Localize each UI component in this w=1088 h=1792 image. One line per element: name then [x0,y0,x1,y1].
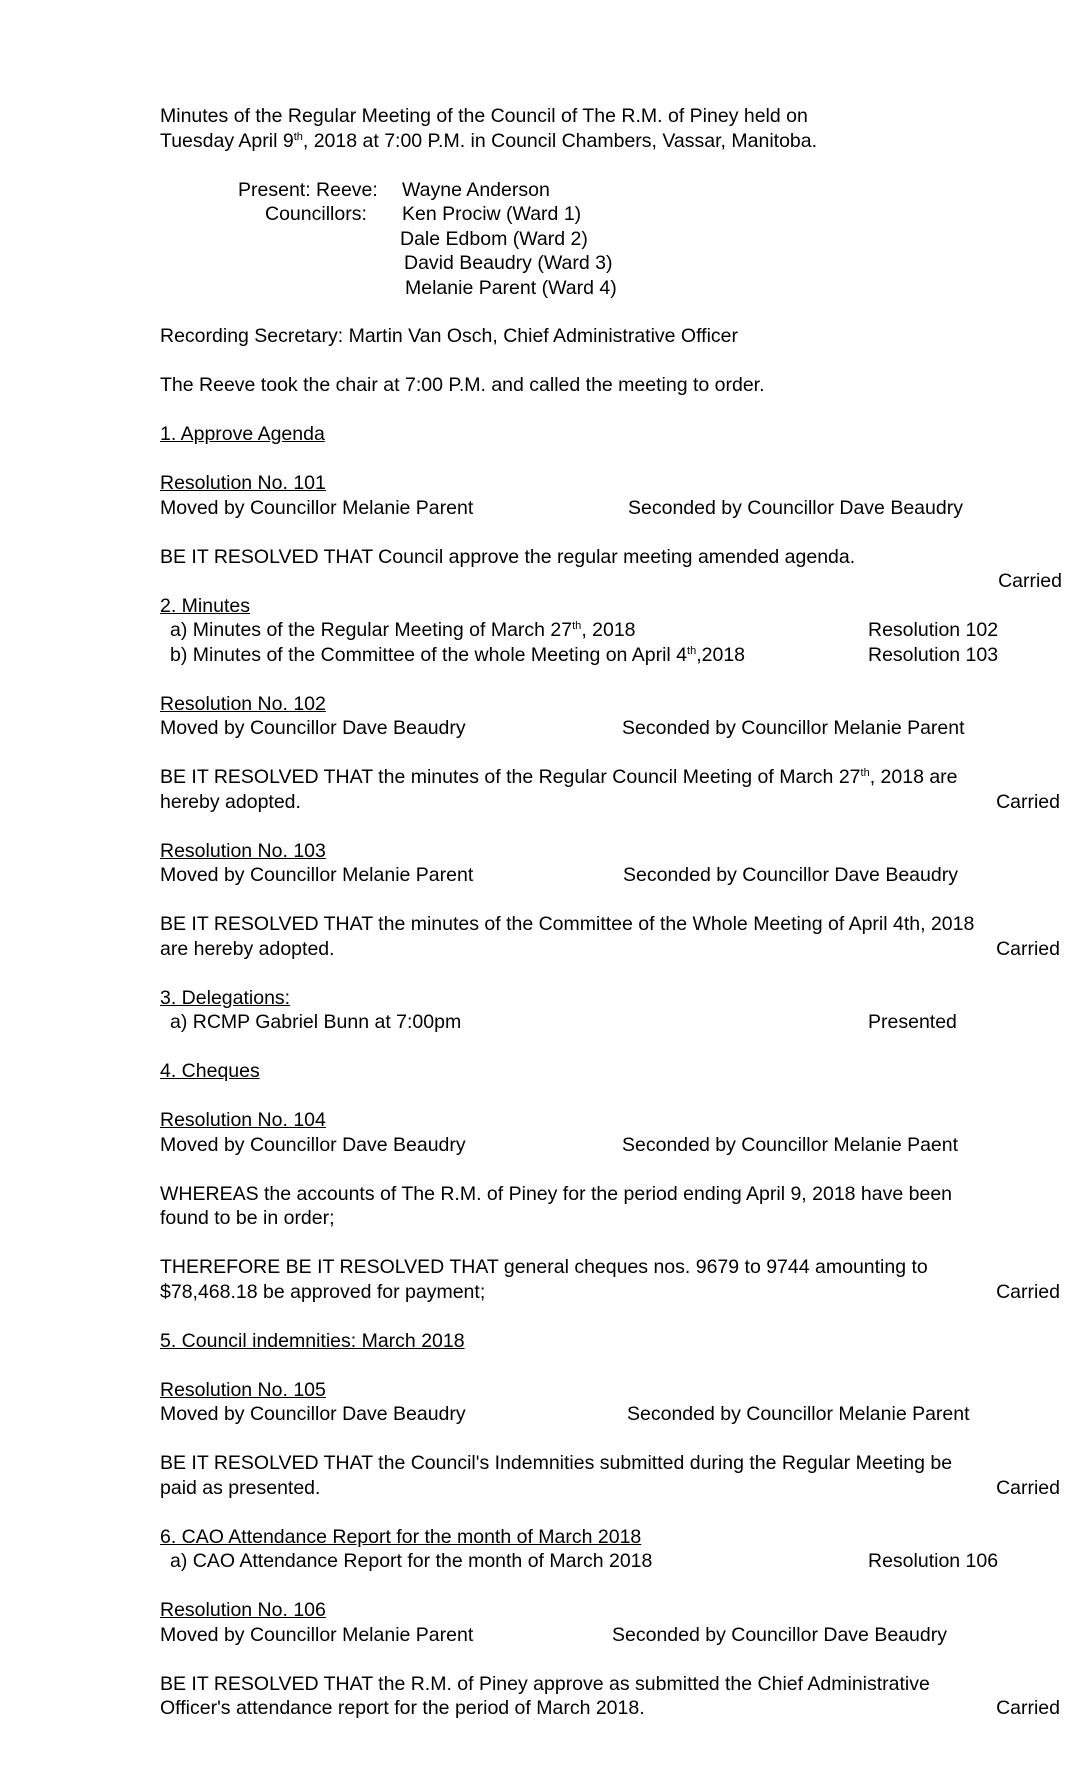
councillor-name: Ken Prociw (Ward 1) [402,203,582,225]
resolution-text: WHEREAS the accounts of The R.M. of Piney for the period ending April 9, 2018 have been [160,1182,953,1205]
resolution-text [160,1280,1060,1305]
seconded-by: Seconded by Councillor Dave Beaudry [623,864,958,886]
list-item [160,643,1060,668]
councillor-name: Dale Edbom (Ward 2) [400,227,588,250]
resolution-text: BE IT RESOLVED THAT the minutes of the Committee of the Whole Meeting of April 4th, 2018 [160,913,975,935]
list-item [160,1010,1060,1035]
list-item-text: b) Minutes of the Committee of the whole Meeting on April 4 [170,643,688,666]
resolution-text-part: $78,468.18 be approved for payment; [160,1280,486,1303]
ordinal-suffix: th [572,620,582,632]
reeve-name: Wayne Anderson [402,178,550,201]
status-badge: Carried [996,937,1060,960]
councillor-name: Melanie Parent (Ward 4) [405,276,617,299]
status-badge: Carried [998,570,1062,592]
section-heading: 4. Cheques [160,1060,260,1082]
section-heading: 6. CAO Attendance Report for the month of March 2018 [160,1525,642,1548]
resolution-text [160,790,1060,815]
motion-line [160,1623,1060,1648]
list-item-text: a) Minutes of the Regular Meeting of March 27 [170,619,573,641]
resolution-title: Resolution No. 103 [160,839,326,862]
moved-by: Moved by Councillor Dave Beaudry [160,1133,466,1156]
seconded-by: Seconded by Councillor Melanie Paent [622,1133,959,1156]
resolution-title: Resolution No. 106 [160,1599,326,1621]
minutes-document [160,104,1060,1721]
resolution-text: found to be in order; [160,1207,335,1229]
resolution-title: Resolution No. 105 [160,1378,326,1401]
resolution-text: BE IT RESOLVED THAT Council approve the regular meeting amended agenda. [160,545,856,568]
moved-by: Moved by Councillor Dave Beaudry [160,717,466,739]
seconded-by: Seconded by Councillor Melanie Parent [627,1403,970,1425]
motion-line [160,716,1060,741]
status-line [160,569,1060,594]
status-badge: Carried [996,1476,1060,1499]
list-item-text: a) RCMP Gabriel Bunn at 7:00pm [170,1011,462,1033]
resolution-text [160,937,1060,962]
header-date: Tuesday April 9 [160,129,294,152]
resolution-reference: Resolution 106 [868,1550,999,1572]
resolution-text-part: are hereby adopted. [160,937,335,960]
resolution-reference: Resolution 102 [868,619,999,641]
resolution-title: Resolution No. 102 [160,692,326,715]
list-item [160,1549,1060,1574]
resolution-title: Resolution No. 101 [160,472,326,494]
list-item-text: , 2018 [581,619,636,641]
resolution-text: BE IT RESOLVED THAT the R.M. of Piney approve as submitted the Chief Administrative [160,1672,930,1695]
moved-by: Moved by Councillor Dave Beaudry [160,1403,466,1425]
section-heading: 1. Approve Agenda [160,423,325,445]
seconded-by: Seconded by Councillor Melanie Parent [622,717,965,739]
header-line-2 [160,129,1060,154]
resolution-text-part: Officer's attendance report for the period of March 2018. [160,1697,645,1719]
status-badge: Carried [996,1697,1060,1719]
status-badge: Presented [868,1011,957,1033]
list-item-text: a) CAO Attendance Report for the month of March 2018 [170,1550,653,1572]
resolution-text: THEREFORE BE IT RESOLVED THAT general cheques nos. 9679 to 9744 amounting to [160,1256,928,1278]
recording-secretary: Recording Secretary: Martin Van Osch, Chief Administrative Officer [160,325,739,347]
moved-by: Moved by Councillor Melanie Parent [160,496,474,519]
ordinal-suffix: th [687,644,697,657]
resolution-title: Resolution No. 104 [160,1109,326,1131]
section-heading: 2. Minutes [160,594,250,617]
resolution-text: BE IT RESOLVED THAT the Council's Indemnities submitted during the Regular Meeting be [160,1452,953,1474]
ordinal-suffix: th [860,767,870,779]
motion-line [160,496,1060,521]
section-heading: 3. Delegations: [160,986,291,1009]
header-location: , 2018 at 7:00 P.M. in Council Chambers, Vassar, Manitoba. [302,129,818,152]
resolution-reference: Resolution 103 [868,643,999,666]
ordinal-suffix: th [293,130,303,143]
list-item [160,618,1060,643]
councillor-name: David Beaudry (Ward 3) [404,252,613,274]
call-to-order: The Reeve took the chair at 7:00 P.M. and called the meeting to order. [160,374,765,396]
resolution-text-part: paid as presented. [160,1476,321,1499]
motion-line [160,1402,1060,1427]
attendance-block [160,178,1060,300]
resolution-text [160,1696,1060,1721]
seconded-by: Seconded by Councillor Dave Beaudry [628,496,963,519]
resolution-text [160,1476,1060,1501]
status-badge: Carried [996,790,1060,813]
section-heading: 5. Council indemnities: March 2018 [160,1329,465,1352]
resolution-text-part: BE IT RESOLVED THAT the minutes of the Regular Council Meeting of March 27 [160,766,861,788]
reeve-label: Present: Reeve: [238,178,378,201]
header-line-1 [160,104,1060,129]
moved-by: Moved by Councillor Melanie Parent [160,864,474,886]
seconded-by: Seconded by Councillor Dave Beaudry [612,1623,947,1646]
resolution-text [160,765,1060,790]
motion-line [160,1133,1060,1158]
status-badge: Carried [996,1280,1060,1303]
motion-line [160,863,1060,888]
resolution-text-part: hereby adopted. [160,790,301,813]
resolution-text-part: , 2018 are [869,766,958,788]
header-text: Minutes of the Regular Meeting of the Council of The R.M. of Piney held on [160,105,808,127]
moved-by: Moved by Councillor Melanie Parent [160,1623,474,1646]
councillors-label: Councillors: [265,203,367,225]
list-item-text: ,2018 [696,643,746,666]
